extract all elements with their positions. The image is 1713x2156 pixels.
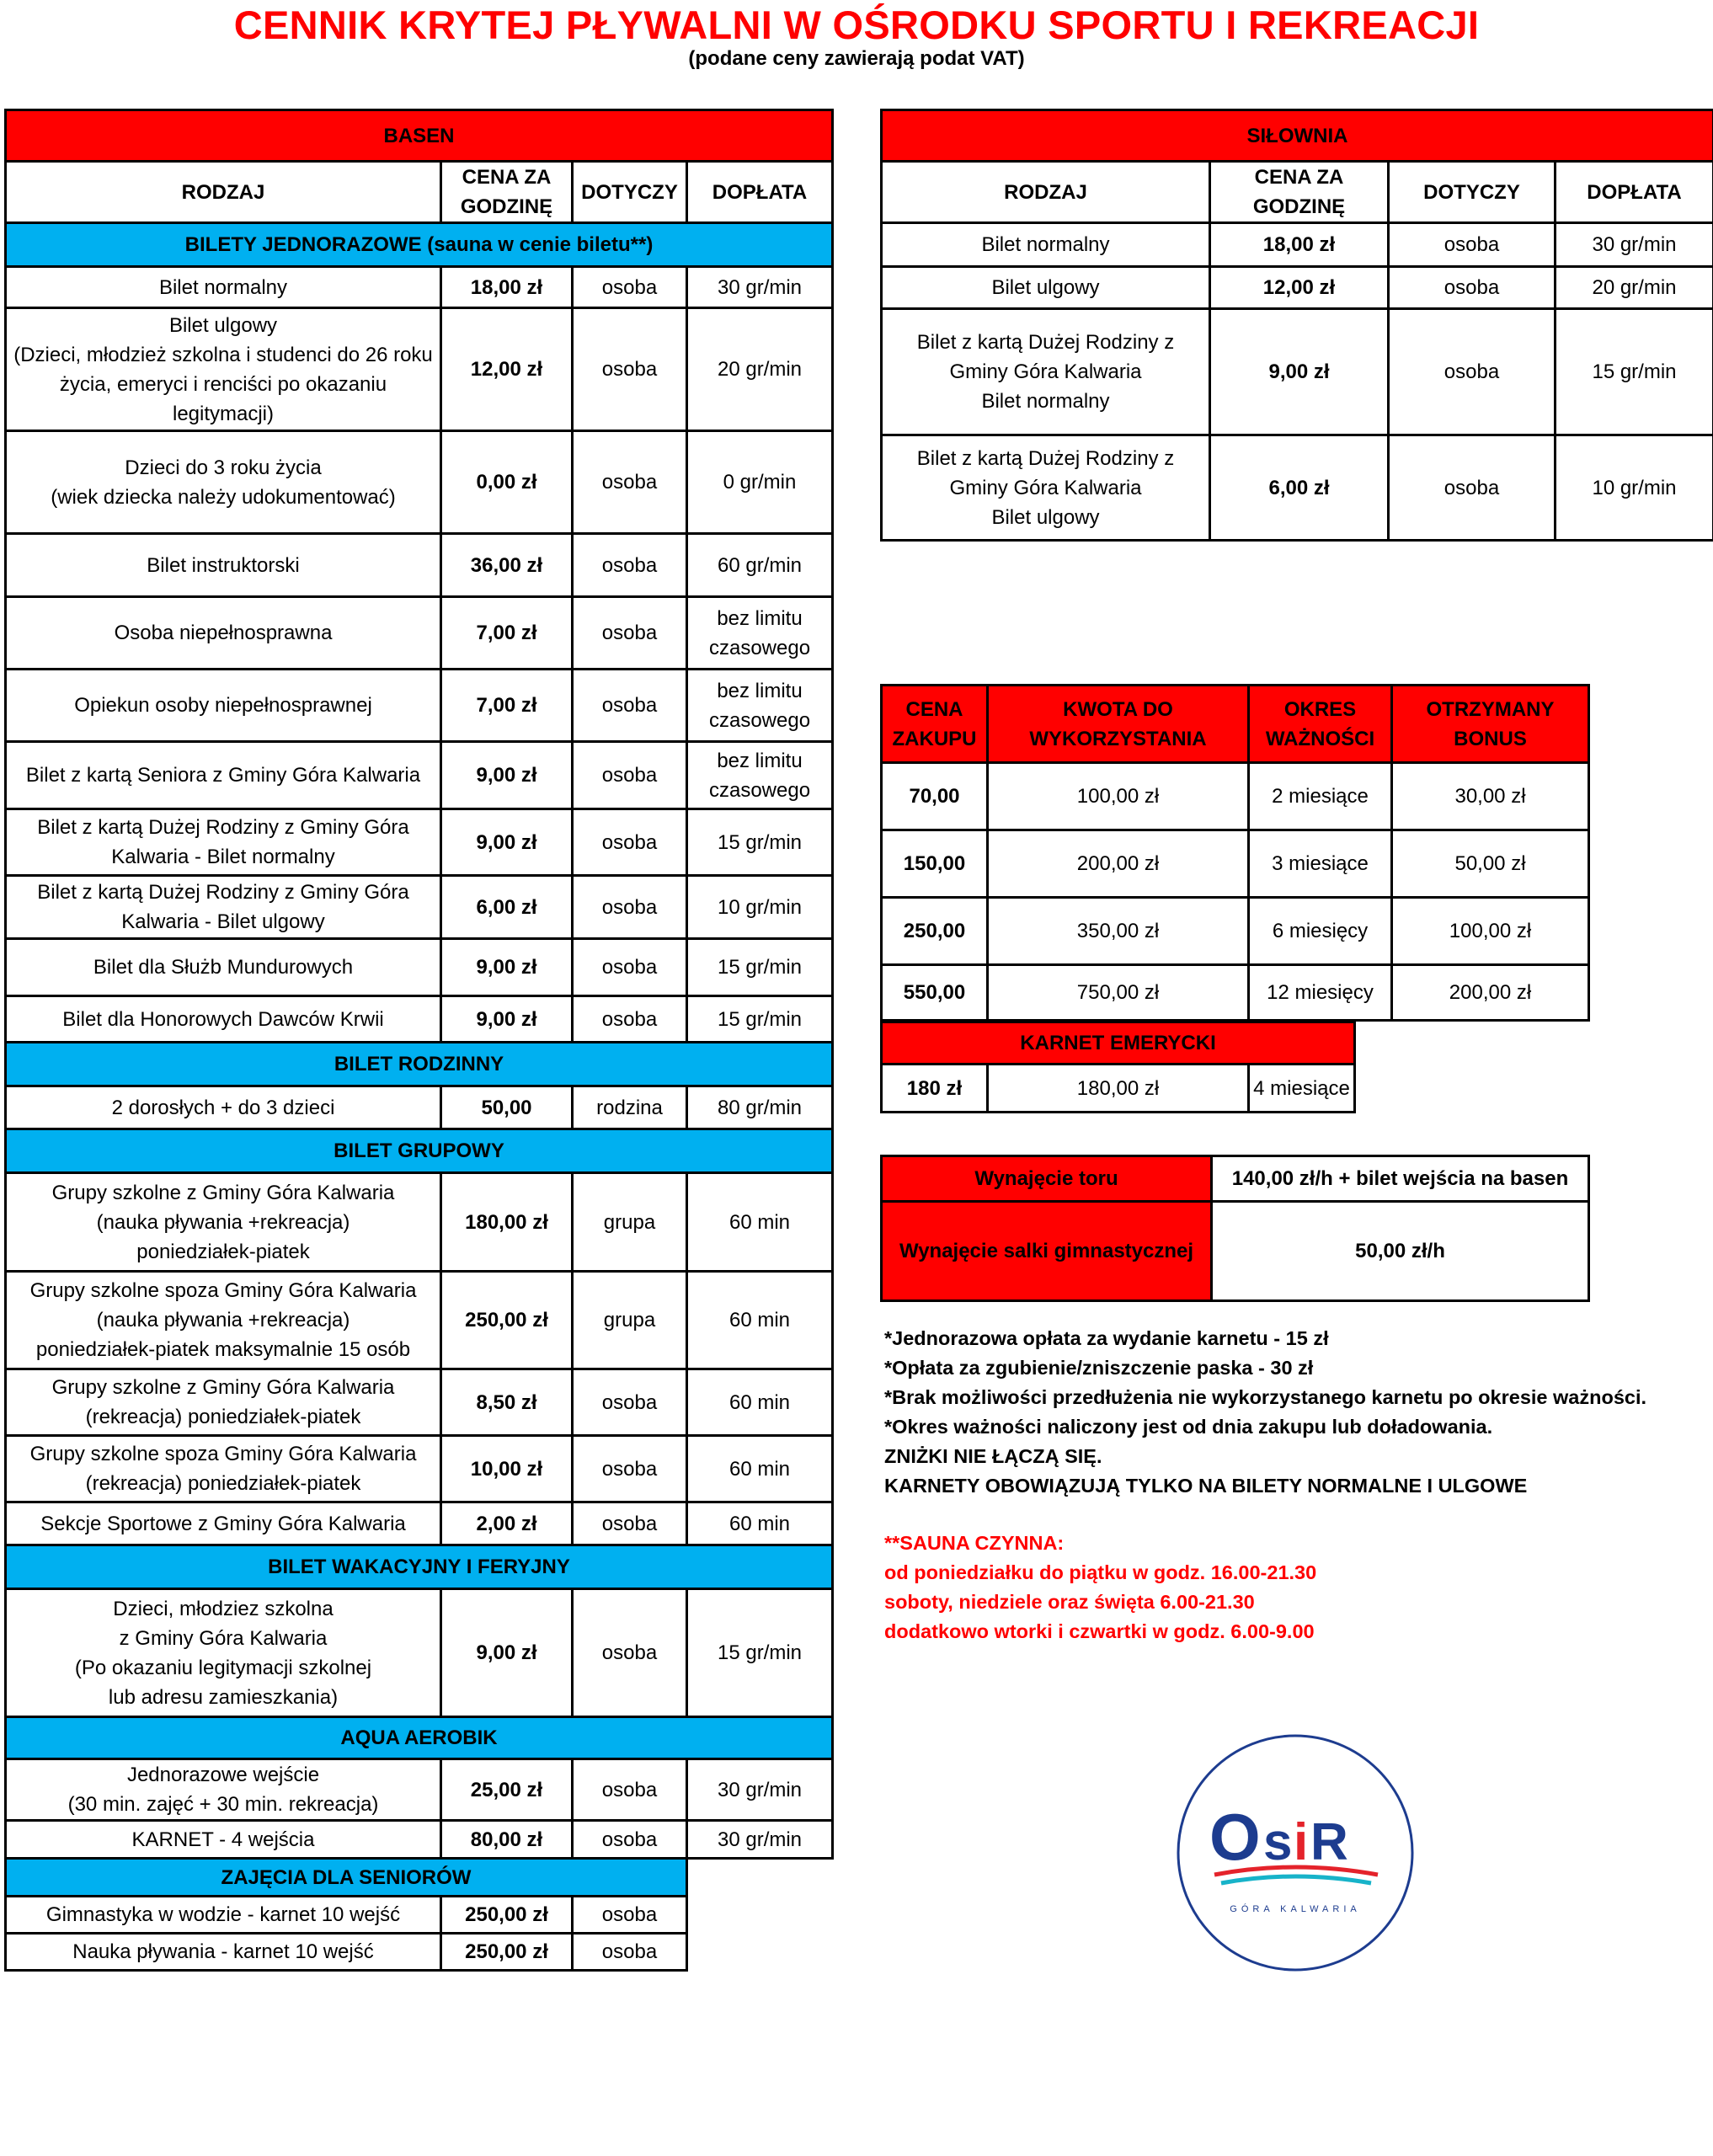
note-line: *Brak możliwości przedłużenia nie wykorzystanego karnetu po okresie ważności. [884,1386,1647,1408]
table-row [6,1369,833,1436]
table-row [6,742,833,809]
row-extra: 30 gr/min [687,1821,833,1859]
row-price: 9,00 zł [441,809,573,876]
row-applies: osoba [1389,309,1556,435]
row-extra: 15 gr/min [687,1589,833,1717]
row-extra: 60 min [687,1369,833,1436]
emeryt-price: 180 zł [882,1065,988,1113]
table-row [6,1897,833,1934]
logo-i: i [1294,1813,1309,1871]
row-extra: 30 gr/min [687,1759,833,1821]
row-applies: osoba [573,1589,687,1717]
row-applies: rodzina [573,1086,687,1129]
section-rodzinny: BILET RODZINNY [6,1043,833,1086]
row-name: Bilet normalny [6,267,441,308]
row-price: 8,50 zł [441,1369,573,1436]
row-price: 9,00 zł [441,939,573,996]
sauna-line: od poniedziałku do piątku w godz. 16.00-21.30 [884,1561,1317,1583]
row-extra: 10 gr/min [1556,435,1713,541]
row-name: Osoba niepełnosprawna [6,597,441,670]
rental-tor-label: Wynajęcie toru [882,1156,1212,1202]
row-applies: osoba [573,670,687,742]
table-row [6,431,833,534]
row-price: 9,00 zł [441,742,573,809]
row-price: 250,00 zł [441,1272,573,1369]
row-name: Grupy szkolne spoza Gminy Góra Kalwaria (nauka pływania +rekreacja) poniedziałek-piatek maksymalnie 15 osób [6,1272,441,1369]
row-name: Dzieci, młodziez szkolna z Gminy Góra Kalwaria (Po okazaniu legitymacji szkolnej lub adresu zamieszkania) [6,1589,441,1717]
table-row [6,308,833,431]
row-price: 0,00 zł [441,431,573,534]
karnet-emerycki-table [880,1021,1356,1113]
karnet-amount: 350,00 zł [988,898,1249,965]
row-extra: 30 gr/min [687,267,833,308]
table-row [6,1759,833,1821]
row-price: 50,00 [441,1086,573,1129]
table-row [6,809,833,876]
sauna-line: **SAUNA CZYNNA: [884,1532,1065,1554]
row-price: 6,00 zł [441,876,573,939]
section-row [6,1043,833,1086]
col-okres: OKRES WAŻNOŚCI [1249,686,1392,763]
section-aqua: AQUA AEROBIK [6,1717,833,1759]
row-name: Gimnastyka w wodzie - karnet 10 wejść [6,1897,441,1934]
row-applies: osoba [573,1759,687,1821]
row-price: 250,00 zł [441,1897,573,1934]
row-applies: osoba [1389,267,1556,309]
row-price: 18,00 zł [441,267,573,308]
row-name: Bilet z kartą Dużej Rodziny z Gminy Góra Kalwaria - Bilet ulgowy [6,876,441,939]
row-name: Jednorazowe wejście (30 min. zajęć + 30 min. rekreacja) [6,1759,441,1821]
col-rodzaj: RODZAJ [6,162,441,223]
row-extra: 20 gr/min [687,308,833,431]
table-row [6,534,833,597]
note-line: KARNETY OBOWIĄZUJĄ TYLKO NA BILETY NORMALNE I ULGOWE [884,1475,1528,1497]
logo-r: R [1310,1813,1348,1871]
row-extra: bez limitu czasowego [687,670,833,742]
rental-salka-label: Wynajęcie salki gimnastycznej [882,1202,1212,1301]
emeryt-amount: 180,00 zł [988,1065,1249,1113]
col-cena: CENA ZA GODZINĘ [1210,162,1389,223]
table-row [6,1502,833,1545]
empty-cell [687,1934,833,1971]
karnet-emerycki-header: KARNET EMERYCKI [882,1022,1355,1065]
table-row [6,996,833,1043]
row-extra: 30 gr/min [1556,223,1713,267]
karnet-amount: 100,00 zł [988,763,1249,830]
row-extra: 20 gr/min [1556,267,1713,309]
sauna-hours [884,1529,1710,1646]
row-applies: osoba [573,308,687,431]
row-price: 7,00 zł [441,597,573,670]
section-jednorazowe: BILETY JEDNORAZOWE (sauna w cenie biletu**) [6,223,833,267]
karnet-amount: 200,00 zł [988,830,1249,898]
table-row [6,876,833,939]
col-kwota: KWOTA DO WYKORZYSTANIA [988,686,1249,763]
row-applies: osoba [573,597,687,670]
row-extra: 60 gr/min [687,534,833,597]
row-price: 9,00 zł [441,996,573,1043]
col-dotyczy: DOTYCZY [1389,162,1556,223]
table-row [6,1934,833,1971]
section-row [6,1545,833,1589]
row-name: Sekcje Sportowe z Gminy Góra Kalwaria [6,1502,441,1545]
row-applies: grupa [573,1272,687,1369]
section-seniorzy: ZAJĘCIA DLA SENIORÓW [6,1859,687,1897]
row-name: Bilet dla Służb Mundurowych [6,939,441,996]
row-price: 36,00 zł [441,534,573,597]
row-extra: bez limitu czasowego [687,597,833,670]
rental-salka-value: 50,00 zł/h [1212,1202,1589,1301]
row-price: 7,00 zł [441,670,573,742]
table-row [882,763,1589,830]
row-applies: osoba [573,1821,687,1859]
karnet-validity: 2 miesiące [1249,763,1392,830]
karnety-table [880,684,1590,1022]
col-rodzaj: RODZAJ [882,162,1210,223]
table-row [6,267,833,308]
note-line: *Jednorazowa opłata za wydanie karnetu - 15 zł [884,1327,1329,1349]
table-row [882,830,1589,898]
row-extra: 80 gr/min [687,1086,833,1129]
row-extra: 60 min [687,1272,833,1369]
rental-table [880,1155,1590,1302]
table-row [882,267,1713,309]
row-applies: osoba [573,1502,687,1545]
note-line: *Opłata za zgubienie/zniszczenie paska - 30 zł [884,1357,1314,1379]
section-row [6,1859,833,1897]
karnety-rows [882,763,1589,1021]
row-price: 6,00 zł [1210,435,1389,541]
row-extra: bez limitu czasowego [687,742,833,809]
row-name: Dzieci do 3 roku życia (wiek dziecka należy udokumentować) [6,431,441,534]
row-price: 180,00 zł [441,1173,573,1272]
karnet-validity: 12 miesięcy [1249,965,1392,1021]
karnet-bonus: 100,00 zł [1392,898,1589,965]
row-name: Grupy szkolne z Gminy Góra Kalwaria (nauka pływania +rekreacja) poniedziałek-piatek [6,1173,441,1272]
note-line: ZNIŻKI NIE ŁĄCZĄ SIĘ. [884,1445,1102,1467]
row-applies: osoba [573,996,687,1043]
col-cena: CENA ZA GODZINĘ [441,162,573,223]
row-applies: osoba [1389,223,1556,267]
section-row [6,1129,833,1173]
karnet-validity: 6 miesięcy [1249,898,1392,965]
empty-cell [687,1859,833,1897]
row-name: Bilet ulgowy [882,267,1210,309]
row-name: Bilet z kartą Seniora z Gminy Góra Kalwaria [6,742,441,809]
karnet-price: 70,00 [882,763,988,830]
table-row [6,1173,833,1272]
row-name: Opiekun osoby niepełnosprawnej [6,670,441,742]
row-applies: osoba [573,876,687,939]
col-dotyczy: DOTYCZY [573,162,687,223]
section-row [6,1717,833,1759]
row-extra: 60 min [687,1436,833,1502]
row-name: Bilet instruktorski [6,534,441,597]
col-doplata: DOPŁATA [687,162,833,223]
table-row [6,1589,833,1717]
row-extra: 0 gr/min [687,431,833,534]
karnet-bonus: 30,00 zł [1392,763,1589,830]
row-applies: osoba [573,809,687,876]
row-applies: osoba [573,742,687,809]
karnet-price: 150,00 [882,830,988,898]
table-row [6,1436,833,1502]
section-wakacyjny: BILET WAKACYJNY I FERYJNY [6,1545,833,1589]
basen-header: BASEN [6,110,833,162]
row-extra: 60 min [687,1173,833,1272]
page-title: CENNIK KRYTEJ PŁYWALNI W OŚRODKU SPORTU I REKREACJI [233,3,1480,47]
rental-tor-value: 140,00 zł/h + bilet wejścia na basen [1212,1156,1589,1202]
table-row [882,898,1589,965]
row-price: 25,00 zł [441,1759,573,1821]
osir-logo [1176,1733,1415,1972]
section-grupowy: BILET GRUPOWY [6,1129,833,1173]
silownia-header: SIŁOWNIA [882,110,1713,162]
karnet-price: 250,00 [882,898,988,965]
row-price: 10,00 zł [441,1436,573,1502]
logo-city: GÓRA KALWARIA [1230,1904,1361,1914]
col-cena-zakupu: CENA ZAKUPU [882,686,988,763]
row-name: Nauka pływania - karnet 10 wejść [6,1934,441,1971]
row-extra: 15 gr/min [687,996,833,1043]
row-price: 12,00 zł [441,308,573,431]
table-row [882,223,1713,267]
col-doplata: DOPŁATA [1556,162,1713,223]
table-row [882,965,1589,1021]
table-row [6,1821,833,1859]
table-row [6,670,833,742]
row-applies: osoba [1389,435,1556,541]
empty-cell [687,1897,833,1934]
row-name: Bilet z kartą Dużej Rodziny z Gminy Góra Kalwaria Bilet normalny [882,309,1210,435]
row-applies: osoba [573,939,687,996]
row-name: Grupy szkolne spoza Gminy Góra Kalwaria (rekreacja) poniedziałek-piatek [6,1436,441,1502]
row-name: Bilet z kartą Dużej Rodziny z Gminy Góra Kalwaria Bilet ulgowy [882,435,1210,541]
notes [884,1324,1710,1501]
logo-s: s [1263,1813,1293,1871]
row-applies: osoba [573,534,687,597]
row-applies: osoba [573,1897,687,1934]
row-price: 18,00 zł [1210,223,1389,267]
karnet-amount: 750,00 zł [988,965,1249,1021]
emeryt-validity: 4 miesiące [1249,1065,1355,1113]
note-line: *Okres ważności naliczony jest od dnia zakupu lub doładowania. [884,1416,1493,1438]
row-extra: 15 gr/min [1556,309,1713,435]
col-bonus: OTRZYMANY BONUS [1392,686,1589,763]
row-price: 2,00 zł [441,1502,573,1545]
row-extra: 60 min [687,1502,833,1545]
table-row [6,1086,833,1129]
page-subtitle: (podane ceny zawierają podat VAT) [688,47,1025,70]
row-applies: osoba [573,1934,687,1971]
row-applies: osoba [573,431,687,534]
row-name: 2 dorosłych + do 3 dzieci [6,1086,441,1129]
row-applies: grupa [573,1173,687,1272]
row-price: 9,00 zł [441,1589,573,1717]
row-applies: osoba [573,1369,687,1436]
table-row [882,309,1713,435]
row-price: 9,00 zł [1210,309,1389,435]
table-row [6,1272,833,1369]
table-row [882,435,1713,541]
row-price: 12,00 zł [1210,267,1389,309]
sauna-line: soboty, niedziele oraz święta 6.00-21.30 [884,1591,1255,1613]
row-name: Bilet ulgowy (Dzieci, młodzież szkolna i studenci do 26 roku życia, emeryci i renciści po okazaniu legitymacji) [6,308,441,431]
row-name: Bilet dla Honorowych Dawców Krwii [6,996,441,1043]
karnet-validity: 3 miesiące [1249,830,1392,898]
row-extra: 15 gr/min [687,809,833,876]
row-extra: 10 gr/min [687,876,833,939]
row-extra: 15 gr/min [687,939,833,996]
table-row [6,939,833,996]
karnet-bonus: 200,00 zł [1392,965,1589,1021]
row-name: KARNET - 4 wejścia [6,1821,441,1859]
silownia-table [880,109,1713,542]
logo-o: O [1209,1800,1261,1874]
basen-table [4,109,834,1972]
row-name: Bilet normalny [882,223,1210,267]
table-row [6,597,833,670]
basen-rows [6,267,833,1971]
row-applies: osoba [573,1436,687,1502]
row-price: 250,00 zł [441,1934,573,1971]
row-applies: osoba [573,267,687,308]
row-price: 80,00 zł [441,1821,573,1859]
silownia-rows [882,223,1713,541]
row-name: Grupy szkolne z Gminy Góra Kalwaria (rekreacja) poniedziałek-piatek [6,1369,441,1436]
sauna-line: dodatkowo wtorki i czwartki w godz. 6.00-9.00 [884,1620,1315,1642]
row-name: Bilet z kartą Dużej Rodziny z Gminy Góra Kalwaria - Bilet normalny [6,809,441,876]
karnet-price: 550,00 [882,965,988,1021]
karnet-bonus: 50,00 zł [1392,830,1589,898]
